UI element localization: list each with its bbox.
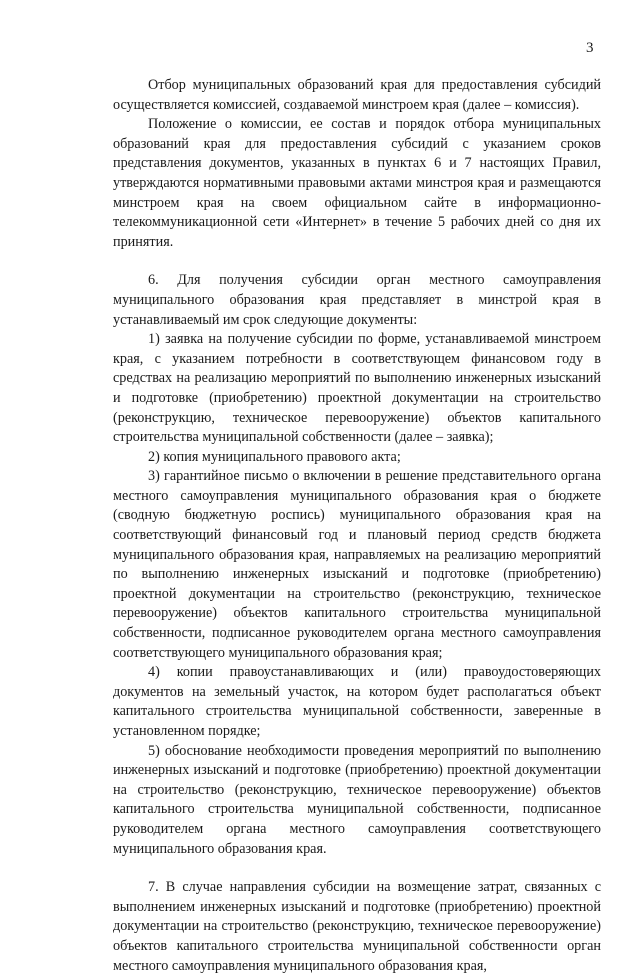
- paragraph-selection-commission: Отбор муниципальных образований края для предоставления субсидий осуществляется комиссией, создаваемой минстроем края (далее – комиссия).: [113, 77, 601, 113]
- paragraph-item-6-3: 3) гарантийное письмо о включении в решение представительного органа местного самоуправления муниципального образования края о бюджете (сводную бюджетную роспись) муниципального образования края на соответствующий финансовый год и плановый период средств бюджета муниципального образования края, направляемых на реализацию мероприятий по выполнению инженерных изысканий и подготовке (приобретению) проектной документации на строительство (реконструкцию, техническое перевооружение) объектов капитального строительства муниципальной собственности, подписанное руководителем органа местного самоуправления соответствующего муниципального образования края;: [113, 468, 601, 661]
- paragraph-item-6-1: 1) заявка на получение субсидии по форме, устанавливаемой минстроем края, с указанием потребности в соответствующем финансовом году в средствах на реализацию мероприятий по выполнению инженерных изысканий и подготовке (приобретению) проектной документации на строительство (реконструкцию, техническое перевооружение) объектов капитального строительства муниципальной собственности (далее – заявка);: [113, 331, 601, 446]
- paragraph-item-6-4: 4) копии правоустанавливающих и (или) правоудостоверяющих документов на земельный участок, на котором будет располагаться объект капитального строительства муниципальной собственности, заверенные в установленном порядке;: [113, 664, 601, 739]
- paragraph-item-6-5: 5) обоснование необходимости проведения мероприятий по выполнению инженерных изысканий и подготовке (приобретению) проектной документации на строительство (реконструкцию, техническое перевооружение) объектов капитального строительства муниципальной собственности, подписанное руководителем органа местного самоуправления соответствующего муниципального образования края.: [113, 742, 601, 857]
- paragraph-item-7: 7. В случае направления субсидии на возмещение затрат, связанных с выполнением инженерных изысканий и подготовке (приобретению) проектной документации на строительство (реконструкцию, техническое перевооружение) объектов капитального строительства муниципальной собственности орган местного самоуправления муниципального образования края,: [113, 879, 601, 974]
- paragraph-item-6: 6. Для получения субсидии орган местного самоуправления муниципального образования края представляет в минстрой края в устанавливаемый им срок следующие документы:: [113, 272, 601, 328]
- document-body: [113, 76, 601, 976]
- page-number: 3: [586, 40, 594, 56]
- paragraph-item-6-2: 2) копия муниципального правового акта;: [148, 448, 401, 465]
- paragraph-commission-regulation: Положение о комиссии, ее состав и порядок отбора муниципальных образований края для предоставления субсидий с указанием сроков представления документов, указанных в пунктах 6 и 7 настоящих Правил, утверждаются нормативными правовыми актами минстроя края и размещаются минстроем края на своем официальном сайте в информационно-телекоммуникационной сети «Интернет» в течение 5 рабочих дней со дня их принятия.: [113, 116, 601, 250]
